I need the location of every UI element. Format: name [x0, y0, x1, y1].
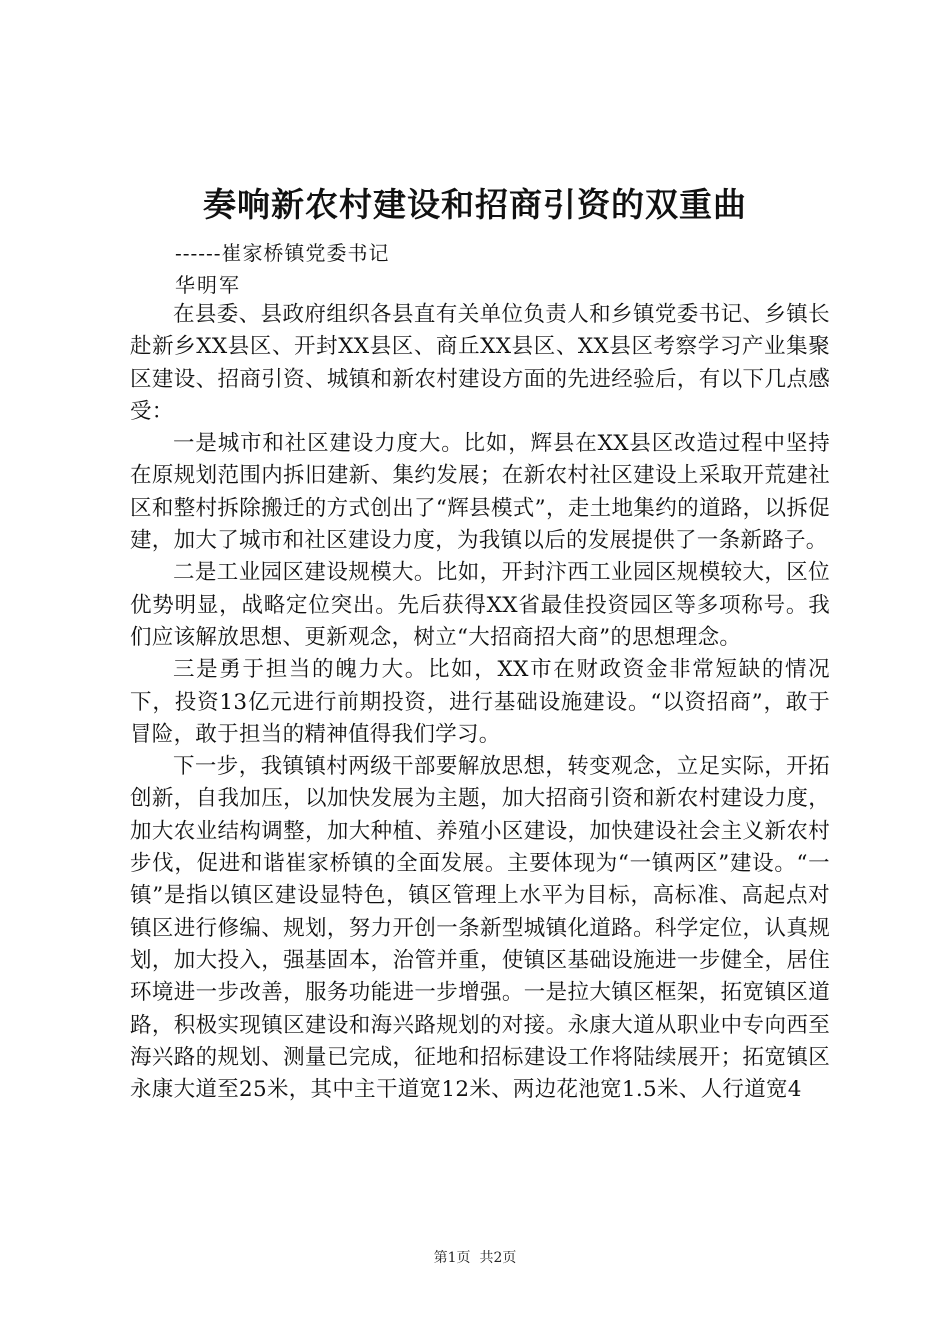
page-number: 第1页	[433, 1250, 471, 1266]
paragraph: 二是工业园区建设规模大。比如，开封汴西工业园区规模较大，区位优势明显，战略定位突出。先后获得XX省最佳投资园区等多项称号。我们应该解放思想、更新观念，树立“大招商招大商”的思想理念。	[130, 560, 830, 650]
paragraph: 在县委、县政府组织各县直有关单位负责人和乡镇党委书记、乡镇长赴新乡XX县区、开封XX县区、商丘XX县区、XX县区考察学习产业集聚区建设、招商引资、城镇和新农村建设方面的先进经验后，有以下几点感受：	[130, 302, 830, 424]
paragraph: 一是城市和社区建设力度大。比如，辉县在XX县区改造过程中坚持在原规划范围内拆旧建新、集约发展；在新农村社区建设上采取开荒建社区和整村拆除搬迁的方式创出了“辉县模式”，走土地集约的道路，以拆促建，加大了城市和社区建设力度，为我镇以后的发展提供了一条新路子。	[130, 431, 830, 554]
page-total: 共2页	[479, 1250, 517, 1266]
body-text	[130, 299, 830, 1106]
byline: ------崔家桥镇党委书记	[175, 241, 390, 265]
paragraph: 下一步，我镇镇村两级干部要解放思想，转变观念，立足实际，开拓创新，自我加压，以加快发展为主题，加大招商引资和新农村建设力度，加大农业结构调整，加大种植、养殖小区建设，加快建设社会主义新农村步伐，促进和谐崔家桥镇的全面发展。主要体现为“一镇两区”建设。“一镇”是指以镇区建设显特色，镇区管理上水平为目标，高标准、高起点对镇区进行修编、规划，努力开创一条新型城镇化道路。科学定位，认真规划，加大投入，强基固本，治管并重，使镇区基础设施进一步健全，居住环境进一步改善，服务功能进一步增强。一是拉大镇区框架，拓宽镇区道路，积极实现镇区建设和海兴路规划的对接。永康大道从职业中专向西至海兴路的规划、测量已完成，征地和招标建设工作将陆续展开；拓宽镇区永康大道至25米，其中主干道宽12米、两边花池宽1.5米、人行道宽4	[130, 754, 830, 1103]
paragraph: 三是勇于担当的魄力大。比如，XX市在财政资金非常短缺的情况下，投资13亿元进行前期投资，进行基础设施建设。“以资招商”，敢于冒险，敢于担当的精神值得我们学习。	[130, 657, 830, 747]
document-title: 奏响新农村建设和招商引资的双重曲	[203, 185, 747, 224]
page-footer	[0, 1248, 950, 1268]
author-name: 华明军	[175, 273, 241, 297]
